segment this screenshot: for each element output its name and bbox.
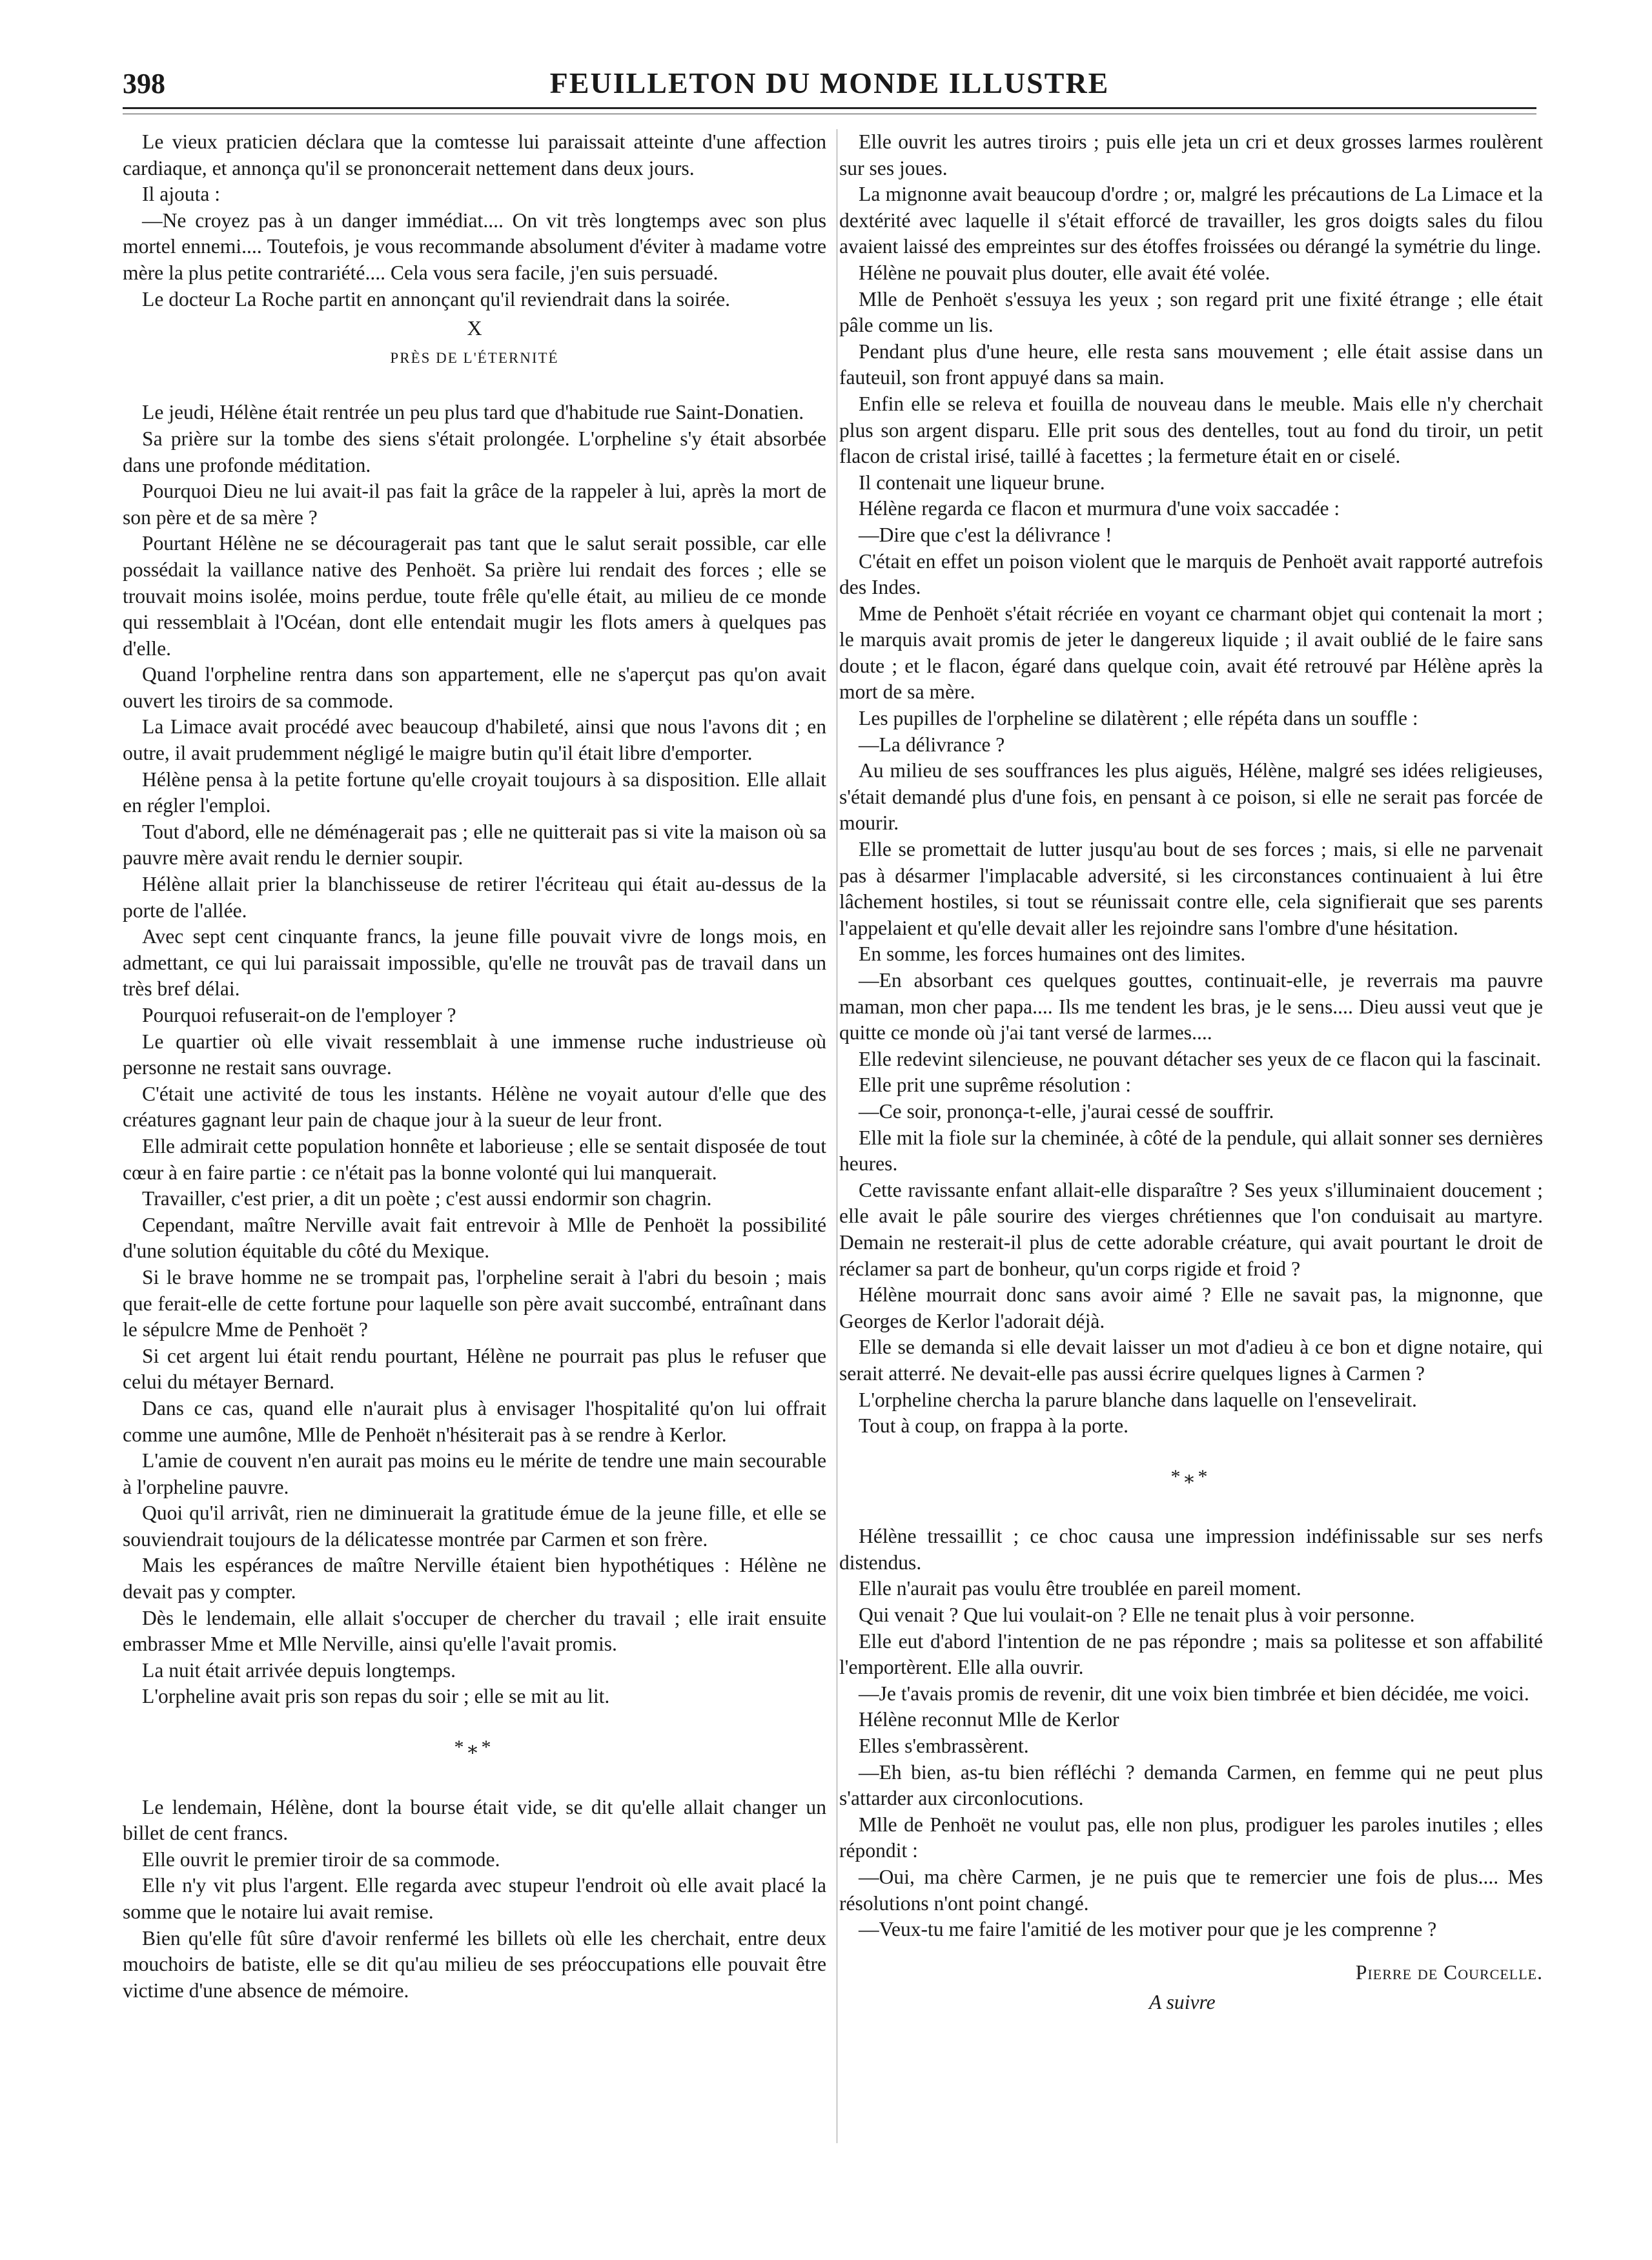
paragraph: L'orpheline chercha la parure blanche dans laquelle on l'ensevelirait. bbox=[859, 1388, 1417, 1411]
paragraph: La mignonne avait beaucoup d'ordre ; or, malgré les précautions de La Limace et la dextérité avec laquelle il s'était efforcé de travailler, les gros doigts sales du filou avaient laissé des empreintes sur des étoffes froissées ou dérangé la symétrie du linge. bbox=[839, 183, 1543, 258]
to-be-continued: A suivre bbox=[1149, 1991, 1216, 2014]
paragraph: Le lendemain, Hélène, dont la bourse était vide, se dit qu'elle allait changer un billet de cent francs. bbox=[123, 1795, 826, 1845]
paragraph: Dans ce cas, quand elle n'aurait plus à envisager l'hospitalité qu'on lui offrait comme une aumône, Mlle de Penhoët n'hésiterait pas à se rendre à Kerlor. bbox=[123, 1396, 826, 1446]
paragraph: Si le brave homme ne se trompait pas, l'orpheline serait à l'abri du besoin ; mais que ferait-elle de cette fortune pour laquelle son père avait succombé, entraînant dans le sépulcre Mme de Penhoët ? bbox=[123, 1265, 826, 1341]
paragraph: Tout d'abord, elle ne déménagerait pas ; elle ne quitterait pas si vite la maison où sa pauvre mère avait rendu le dernier soupir. bbox=[123, 820, 826, 870]
paragraph: Elle n'y vit plus l'argent. Elle regarda avec stupeur l'endroit où elle avait placé la somme que le notaire lui avait remise. bbox=[123, 1874, 826, 1923]
paragraph: Pourquoi Dieu ne lui avait-il pas fait la grâce de la rappeler à lui, après la mort de son père et de sa mère ? bbox=[123, 480, 826, 529]
left-continuation-text bbox=[123, 1795, 826, 2004]
paragraph: Cependant, maître Nerville avait fait entrevoir à Mlle de Penhoët la possibilité d'une solution équitable du côté du Mexique. bbox=[123, 1213, 826, 1263]
paragraph: —La délivrance ? bbox=[859, 733, 1005, 756]
paragraph: Le vieux praticien déclara que la comtesse lui paraissait atteinte d'une affection cardiaque, et annonça qu'il se prononcerait nettement dans deux jours. bbox=[123, 130, 826, 179]
paragraph: Quoi qu'il arrivât, rien ne diminuerait la gratitude émue de la jeune fille, et elle se souviendrait toujours de la délicatesse montrée par Carmen et son frère. bbox=[123, 1502, 826, 1551]
page-number: 398 bbox=[123, 68, 165, 99]
paragraph: Elle admirait cette population honnête et laborieuse ; elle se sentait disposée de tout cœur à en faire partie : ce n'était pas la bonne volonté qui lui manquerait. bbox=[123, 1134, 826, 1184]
paragraph: Hélène regarda ce flacon et murmura d'une voix saccadée : bbox=[859, 497, 1340, 520]
paragraph: Cette ravissante enfant allait-elle disparaître ? Ses yeux s'illuminaient doucement ; elle avait le pâle sourire des vierges chrétiennes que l'on conduisait au martyre. Demain ne resterait-il plus de cette adorable créature, qui avait pourtant le droit de réclamer sa part de bonheur, qu'un corps rigide et froid ? bbox=[839, 1178, 1543, 1280]
paragraph: —Veux-tu me faire l'amitié de les motiver pour que je les comprenne ? bbox=[859, 1918, 1437, 1941]
paragraph: Elle ouvrit les autres tiroirs ; puis elle jeta un cri et deux grosses larmes roulèrent sur ses joues. bbox=[839, 130, 1543, 179]
author-signature: Pierre de Courcelle. bbox=[1355, 1960, 1543, 1984]
paragraph: Les pupilles de l'orpheline se dilatèrent ; elle répéta dans un souffle : bbox=[859, 707, 1418, 730]
paragraph: L'orpheline avait pris son repas du soir ; elle se mit au lit. bbox=[142, 1685, 610, 1708]
paragraph: —Dire que c'est la délivrance ! bbox=[859, 523, 1112, 546]
paragraph: Le quartier où elle vivait ressemblait à une immense ruche industrieuse où personne ne restait sans ouvrage. bbox=[123, 1030, 826, 1079]
paragraph: Il contenait une liqueur brune. bbox=[859, 471, 1105, 494]
paragraph: Qui venait ? Que lui voulait-on ? Elle ne tenait plus à voir personne. bbox=[859, 1603, 1415, 1627]
paragraph: —Ne croyez pas à un danger immédiat.... On vit très longtemps avec son plus mortel ennemi.... Toutefois, je vous recommande absolument d'éviter à madame votre mère la plus petite contrariété.... Cela vous sera facile, j'en suis persuadé. bbox=[123, 209, 826, 284]
paragraph: C'était une activité de tous les instants. Hélène ne voyait autour d'elle que des créatures gagnant leur pain de chaque jour à la sueur de leur front. bbox=[123, 1082, 826, 1132]
right-main-text bbox=[839, 129, 1543, 1440]
page-header bbox=[123, 62, 1536, 114]
section-separator: *⁎* bbox=[1170, 1465, 1212, 1487]
right-closing-text bbox=[839, 1523, 1543, 1943]
paragraph: Elle ouvrit le premier tiroir de sa commode. bbox=[142, 1848, 500, 1871]
paragraph: Pendant plus d'une heure, elle resta sans mouvement ; elle était assise dans un fauteuil, son front appuyé dans sa main. bbox=[839, 340, 1543, 389]
paragraph: En somme, les forces humaines ont des limites. bbox=[859, 942, 1246, 966]
paragraph: Bien qu'elle fût sûre d'avoir renfermé les billets où elle les cherchait, entre deux mouchoirs de batiste, elle se dit qu'au milieu de ses préoccupations elle pouvait être victime d'une absence de mémoire. bbox=[123, 1926, 826, 2002]
left-column bbox=[123, 129, 826, 2004]
paragraph: Hélène mourrait donc sans avoir aimé ? Elle ne savait pas, la mignonne, que Georges de Kerlor l'adorait déjà. bbox=[839, 1283, 1543, 1332]
right-column bbox=[839, 129, 1543, 2016]
paragraph: Elle se promettait de lutter jusqu'au bout de ses forces ; mais, si elle ne parvenait pas à désarmer l'implacable adversité, si les circonstances continuaient à lui être lâchement hostiles, si tout se réunissait contre elle, cela signifierait que ses parents l'appelaient et qu'elle devait aller les rejoindre sans l'ombre d'une hésitation. bbox=[839, 838, 1543, 939]
paragraph: —Eh bien, as-tu bien réfléchi ? demanda Carmen, en femme qui ne peut plus s'attarder aux circonlocutions. bbox=[839, 1760, 1543, 1810]
paragraph: C'était en effet un poison violent que le marquis de Penhoët avait rapporté autrefois des Indes. bbox=[839, 549, 1543, 599]
paragraph: Elle se demanda si elle devait laisser un mot d'adieu à ce bon et digne notaire, qui serait atterré. Ne devait-elle pas aussi écrire quelques lignes à Carmen ? bbox=[839, 1336, 1543, 1385]
paragraph: Si cet argent lui était rendu pourtant, Hélène ne pourrait pas plus le refuser que celui du métayer Bernard. bbox=[123, 1344, 826, 1394]
header-rule bbox=[123, 107, 1536, 109]
column-divider bbox=[837, 129, 838, 2143]
paragraph: Hélène reconnut Mlle de Kerlor bbox=[859, 1708, 1119, 1731]
paragraph: —Ce soir, prononça-t-elle, j'aurai cessé de souffrir. bbox=[859, 1099, 1274, 1123]
paragraph: Mlle de Penhoët ne voulut pas, elle non plus, prodiguer les paroles inutiles ; elles répondit : bbox=[839, 1813, 1543, 1862]
paragraph: Sa prière sur la tombe des siens s'était prolongée. L'orpheline s'y était absorbée dans une profonde méditation. bbox=[123, 427, 826, 476]
chapter-number: X bbox=[467, 316, 482, 340]
paragraph: L'amie de couvent n'en aurait pas moins eu le mérite de tendre une main secourable à l'orpheline pauvre. bbox=[123, 1449, 826, 1498]
paragraph: Hélène tressaillit ; ce choc causa une impression indéfinissable sur ses nerfs distendus. bbox=[839, 1525, 1543, 1574]
paragraph: Travailler, c'est prier, a dit un poète ; c'est aussi endormir son chagrin. bbox=[142, 1187, 712, 1210]
paragraph: Au milieu de ses souffrances les plus aiguës, Hélène, malgré ses idées religieuses, s'était demandé plus d'une fois, en pensant à ce poison, si elle ne serait pas forcée de mourir. bbox=[839, 759, 1543, 835]
paragraph: Dès le lendemain, elle allait s'occuper de chercher du travail ; elle irait ensuite embrasser Mme et Mlle Nerville, ainsi qu'elle l'avait promis. bbox=[123, 1606, 826, 1656]
paragraph: Le jeudi, Hélène était rentrée un peu plus tard que d'habitude rue Saint-Donatien. bbox=[142, 401, 804, 424]
paragraph: Elle n'aurait pas voulu être troublée en pareil moment. bbox=[859, 1577, 1301, 1600]
paragraph: Elle eut d'abord l'intention de ne pas répondre ; mais sa politesse et son affabilité l'emportèrent. Elle alla ouvrir. bbox=[839, 1629, 1543, 1679]
paragraph: Mme de Penhoët s'était récriée en voyant ce charmant objet qui contenait la mort ; le marquis avait promis de jeter le dangereux liquide ; il avait oublié de le faire sans doute ; et le flacon, égaré dans quelque coin, avait été retrouvé par Hélène après la mort de sa mère. bbox=[839, 602, 1543, 704]
paragraph: —Oui, ma chère Carmen, je ne puis que te remercier une fois de plus.... Mes résolutions n'ont point changé. bbox=[839, 1866, 1543, 1915]
paragraph: Hélène allait prier la blanchisseuse de retirer l'écriteau qui était au-dessus de la porte de l'allée. bbox=[123, 873, 826, 922]
paragraph: Hélène ne pouvait plus douter, elle avait été volée. bbox=[859, 261, 1270, 284]
paragraph: —Je t'avais promis de revenir, dit une voix bien timbrée et bien décidée, me voici. bbox=[859, 1682, 1529, 1705]
paragraph: Hélène pensa à la petite fortune qu'elle croyait toujours à sa disposition. Elle allait en régler l'emploi. bbox=[123, 768, 826, 817]
paragraph: La Limace avait procédé avec beaucoup d'habileté, ainsi que nous l'avons dit ; en outre, il avait prudemment négligé le maigre butin qu'il était libre d'emporter. bbox=[123, 715, 826, 765]
paragraph: Mais les espérances de maître Nerville étaient bien hypothétiques : Hélène ne devait pas y compter. bbox=[123, 1554, 826, 1603]
paragraph: Elles s'embrassèrent. bbox=[859, 1735, 1029, 1758]
section-separator: *⁎* bbox=[454, 1736, 495, 1758]
paragraph: Enfin elle se releva et fouilla de nouveau dans le meuble. Mais elle n'y cherchait plus son argent disparu. Elle prit sous des dentelles, tout au fond du tiroir, un petit flacon de cristal irisé, taillé à facettes ; la fermeture était en or ciselé. bbox=[839, 392, 1543, 468]
paragraph: Elle mit la fiole sur la cheminée, à côté de la pendule, qui allait sonner ses dernières heures. bbox=[839, 1126, 1543, 1176]
paragraph: Elle prit une suprême résolution : bbox=[859, 1074, 1132, 1097]
paragraph: Pourtant Hélène ne se découragerait pas tant que le salut serait possible, car elle possédait la vaillance native des Penhoët. Sa prière lui rendait des forces ; elle se trouvait moins isolée, moins perdue, toute frêle qu'elle était, au milieu de ce monde qui ressemblait à l'Océan, dont elle entendait mugir les flots amers à quelques pas d'elle. bbox=[123, 532, 826, 660]
paragraph: Le docteur La Roche partit en annonçant qu'il reviendrait dans la soirée. bbox=[142, 287, 731, 310]
running-title: FEUILLETON DU MONDE ILLUSTRE bbox=[549, 66, 1110, 99]
paragraph: Elle redevint silencieuse, ne pouvant détacher ses yeux de ce flacon qui la fascinait. bbox=[859, 1047, 1542, 1070]
left-chapter-text bbox=[123, 400, 826, 1710]
paragraph: Quand l'orpheline rentra dans son appartement, elle ne s'aperçut pas qu'on avait ouvert les tiroirs de sa commode. bbox=[123, 663, 826, 712]
left-intro-text bbox=[123, 129, 826, 312]
paragraph: Pourquoi refuserait-on de l'employer ? bbox=[142, 1004, 456, 1026]
chapter-title: PRÈS DE L'ÉTERNITÉ bbox=[390, 349, 559, 366]
paragraph: Tout à coup, on frappa à la porte. bbox=[859, 1414, 1129, 1438]
paragraph: Avec sept cent cinquante francs, la jeune fille pouvait vivre de longs mois, en admettant, ce qui lui paraissait impossible, qu'elle ne trouvât pas de travail dans un très bref délai. bbox=[123, 925, 826, 1001]
paragraph: Mlle de Penhoët s'essuya les yeux ; son regard prit une fixité étrange ; elle était pâle comme un lis. bbox=[839, 287, 1543, 337]
paragraph: Il ajouta : bbox=[142, 183, 221, 206]
paragraph: La nuit était arrivée depuis longtemps. bbox=[142, 1658, 456, 1682]
paragraph: —En absorbant ces quelques gouttes, continuait-elle, je reverrais ma pauvre maman, mon cher papa.... Ils me tendent les bras, je le sens.... Dieu aussi veut que je quitte ce monde où j'ai tant versé de larmes.... bbox=[839, 969, 1543, 1044]
